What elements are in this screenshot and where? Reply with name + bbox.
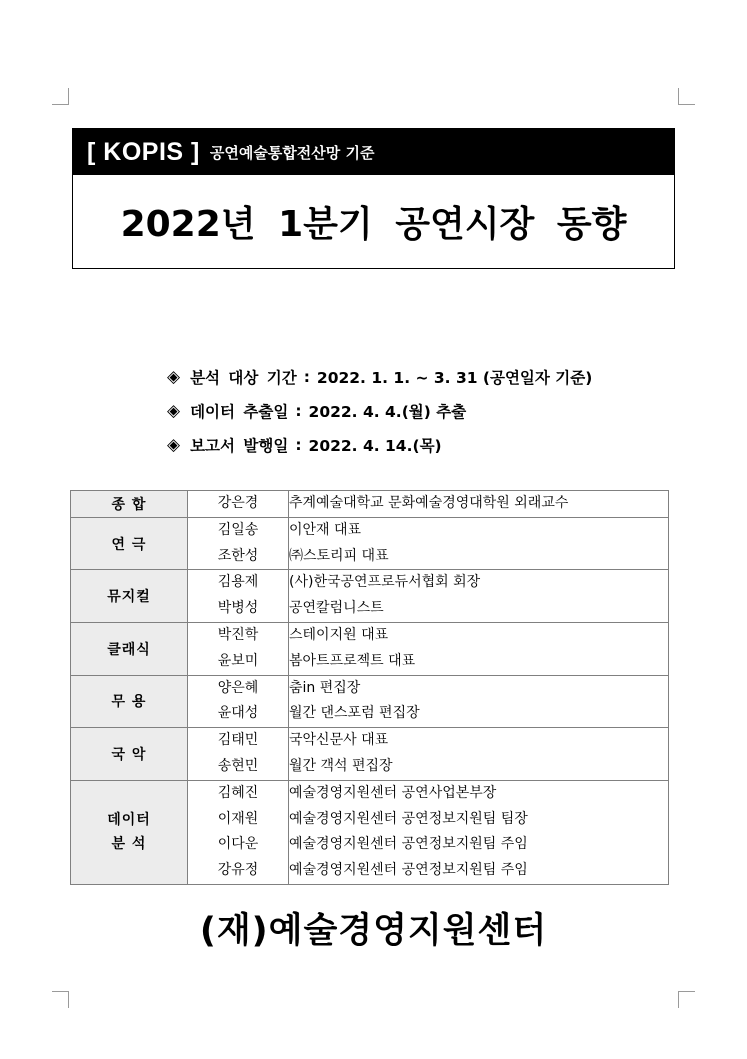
names-cell xyxy=(188,622,289,675)
roles-cell xyxy=(289,622,669,675)
member-role: 춤in 편집장 xyxy=(289,679,361,696)
corner-mark-bottom-left xyxy=(52,991,69,1008)
category-cell: 무 용 xyxy=(71,675,188,728)
category-cell: 데이터 분 석 xyxy=(71,780,188,884)
member-name: 김용제 xyxy=(217,574,259,591)
member-role: 월간 객석 편집장 xyxy=(289,757,393,774)
member-name: 김혜진 xyxy=(217,784,259,801)
member-role: (사)한국공연프로듀서협회 회장 xyxy=(289,574,481,591)
table-row xyxy=(71,780,669,884)
corner-mark-bottom-right xyxy=(678,991,695,1008)
member-role: 봄아트프로젝트 대표 xyxy=(289,652,416,669)
member-role: 월간 댄스포럼 편집장 xyxy=(289,705,420,722)
category-cell: 종 합 xyxy=(71,491,188,518)
category-cell: 뮤지컬 xyxy=(71,570,188,623)
info-separator: : xyxy=(295,436,302,454)
table-row xyxy=(71,622,669,675)
committee-table xyxy=(70,490,669,885)
diamond-bullet-icon: ◈ xyxy=(167,401,181,421)
member-name: 강은경 xyxy=(217,495,259,511)
member-role: ㈜스토리피 대표 xyxy=(289,547,389,564)
member-name: 김태민 xyxy=(217,732,259,749)
corner-mark-top-left xyxy=(52,88,69,105)
member-role: 추계예술대학교 문화예술경영대학원 외래교수 xyxy=(289,495,569,511)
table-row xyxy=(71,675,669,728)
member-name: 윤보미 xyxy=(217,652,259,669)
member-role: 스테이지원 대표 xyxy=(289,626,389,643)
table-row xyxy=(71,728,669,781)
member-role: 공연칼럼니스트 xyxy=(289,600,384,617)
roles-cell xyxy=(289,517,669,570)
member-name: 김일송 xyxy=(217,521,259,538)
roles-cell xyxy=(289,728,669,781)
roles-cell xyxy=(289,570,669,623)
info-line-period xyxy=(167,366,687,388)
names-cell xyxy=(188,780,289,884)
roles-cell xyxy=(289,675,669,728)
roles-cell xyxy=(289,491,669,518)
info-label: 분석 대상 기간 xyxy=(190,369,297,387)
member-name: 박진학 xyxy=(217,626,259,643)
table-row xyxy=(71,517,669,570)
title-box xyxy=(72,128,675,269)
info-label: 데이터 추출일 xyxy=(190,403,289,421)
kopis-label: [ KOPIS ] xyxy=(87,137,200,166)
info-separator: : xyxy=(295,402,302,420)
diamond-bullet-icon: ◈ xyxy=(167,367,181,387)
organization-name: (재)예술경영지원센터 xyxy=(199,911,548,951)
names-cell xyxy=(188,491,289,518)
table-row xyxy=(71,491,669,518)
member-role: 예술경영지원센터 공연정보지원팀 팀장 xyxy=(289,810,528,827)
info-value: 2022. 4. 14.(목) xyxy=(308,437,442,455)
member-name: 박병성 xyxy=(217,600,259,617)
names-cell xyxy=(188,570,289,623)
member-role: 국악신문사 대표 xyxy=(289,732,389,749)
member-name: 조한성 xyxy=(217,547,259,564)
member-name: 강유정 xyxy=(217,862,259,879)
member-name: 양은혜 xyxy=(217,679,259,696)
title-bar-subtitle: 공연예술통합전산망 기준 xyxy=(209,143,375,162)
roles-cell xyxy=(289,780,669,884)
member-role: 이안재 대표 xyxy=(289,521,362,538)
category-cell: 클래식 xyxy=(71,622,188,675)
corner-mark-top-right xyxy=(678,88,695,105)
member-role: 예술경영지원센터 공연정보지원팀 주임 xyxy=(289,836,528,853)
info-label: 보고서 발행일 xyxy=(190,437,289,455)
info-value: 2022. 4. 4.(월) 추출 xyxy=(308,403,467,421)
info-line-extract-date xyxy=(167,400,687,422)
names-cell xyxy=(188,675,289,728)
member-name: 송현민 xyxy=(217,757,259,774)
table-row xyxy=(71,570,669,623)
title-bar xyxy=(73,129,674,175)
names-cell xyxy=(188,517,289,570)
category-cell: 국 악 xyxy=(71,728,188,781)
names-cell xyxy=(188,728,289,781)
info-value: 2022. 1. 1. ~ 3. 31 (공연일자 기준) xyxy=(316,369,593,387)
member-name: 윤대성 xyxy=(217,705,259,722)
member-name: 이다운 xyxy=(217,836,259,853)
member-role: 예술경영지원센터 공연사업본부장 xyxy=(289,784,497,801)
diamond-bullet-icon: ◈ xyxy=(167,435,181,455)
member-name: 이재원 xyxy=(217,810,259,827)
info-line-publish-date xyxy=(167,434,687,456)
member-role: 예술경영지원센터 공연정보지원팀 주임 xyxy=(289,862,528,879)
page-title: 2022년 1분기 공연시장 동향 xyxy=(120,204,627,245)
info-separator: : xyxy=(303,368,310,386)
category-cell: 연 극 xyxy=(71,517,188,570)
